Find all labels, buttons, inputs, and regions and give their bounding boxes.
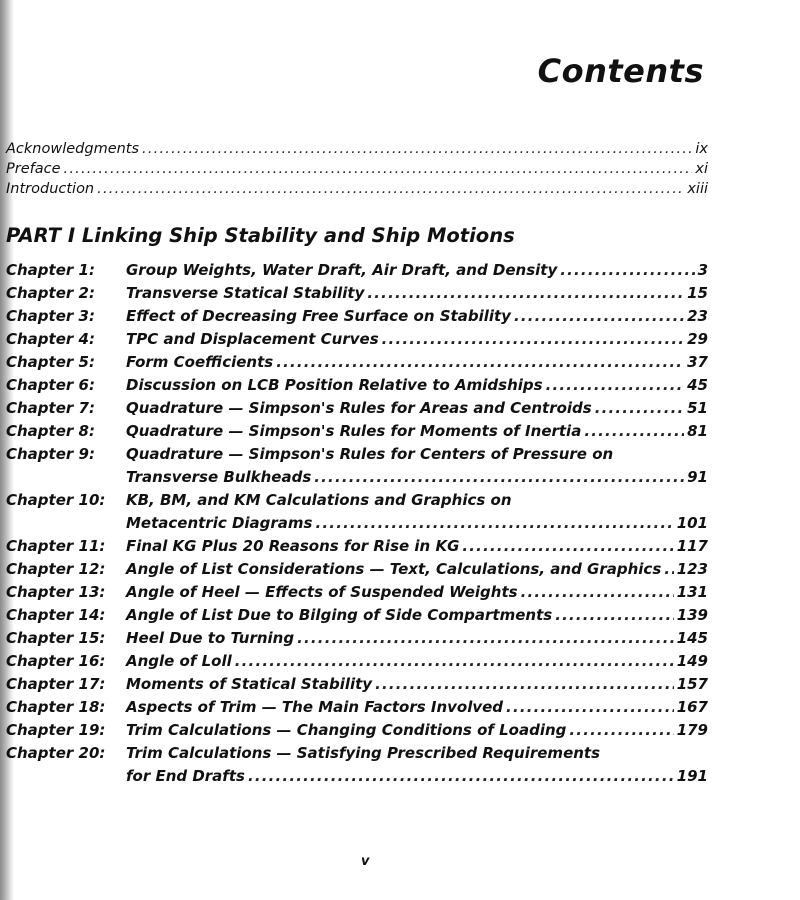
chapter-list xyxy=(6,259,708,788)
chapter-label: Chapter 3: xyxy=(6,307,95,325)
chapter-title: Quadrature — Simpson's Rules for Areas and Centroids xyxy=(126,399,592,417)
front-matter-entry xyxy=(6,141,708,161)
chapter-page-number: 23 xyxy=(687,307,708,325)
chapter-label: Chapter 7: xyxy=(6,399,95,417)
chapter-label: Chapter 13: xyxy=(6,583,106,601)
chapter-title: Effect of Decreasing Free Surface on Stability xyxy=(126,307,511,325)
dot-leader xyxy=(297,627,674,650)
chapter-page-number: 81 xyxy=(687,422,708,440)
chapter-label: Chapter 8: xyxy=(6,422,95,440)
front-matter-list xyxy=(6,141,708,201)
chapter-label: Chapter 9: xyxy=(6,445,95,463)
chapter-title: Angle of Heel — Effects of Suspended Weights xyxy=(126,583,518,601)
chapter-label: Chapter 20: xyxy=(6,744,106,762)
chapter-entry xyxy=(6,535,708,558)
dot-leader xyxy=(664,558,673,581)
chapter-label: Chapter 4: xyxy=(6,330,95,348)
dot-leader xyxy=(382,328,684,351)
chapter-label: Chapter 5: xyxy=(6,353,95,371)
front-matter-entry xyxy=(6,181,708,201)
chapter-entry xyxy=(6,374,708,397)
chapter-entry xyxy=(6,558,708,581)
chapter-title: Group Weights, Water Draft, Air Draft, and Density xyxy=(126,261,558,279)
chapter-title: Angle of List Due to Bilging of Side Compartments xyxy=(126,606,553,624)
chapter-title: Quadrature — Simpson's Rules for Centers of Pressure on xyxy=(126,445,614,463)
chapter-page-number: 157 xyxy=(676,675,708,693)
chapter-page-number: 131 xyxy=(676,583,708,601)
chapter-title: TPC and Displacement Curves xyxy=(126,330,379,348)
chapter-label: Chapter 1: xyxy=(6,261,95,279)
chapter-entry xyxy=(6,351,708,374)
front-matter-entry xyxy=(6,161,708,181)
dot-leader xyxy=(367,282,684,305)
chapter-entry xyxy=(6,328,708,351)
chapter-page-number: 45 xyxy=(687,376,708,394)
chapter-title: Trim Calculations — Satisfying Prescribed Requirements xyxy=(126,744,601,762)
dot-leader xyxy=(584,420,684,443)
chapter-page-number: 149 xyxy=(676,652,708,670)
entry-page-number: xi xyxy=(695,161,708,177)
chapter-entry xyxy=(6,673,708,696)
dot-leader xyxy=(64,161,693,177)
dot-leader xyxy=(316,512,674,535)
page-number: v xyxy=(361,854,370,869)
chapter-label: Chapter 11: xyxy=(6,537,106,555)
part-heading: PART I Linking Ship Stability and Ship Motions xyxy=(6,224,515,247)
dot-leader xyxy=(546,374,685,397)
chapter-entry xyxy=(6,719,708,742)
dot-leader xyxy=(375,673,674,696)
page-title: Contents xyxy=(537,52,704,90)
chapter-title: for End Drafts xyxy=(126,767,245,785)
dot-leader xyxy=(595,397,684,420)
chapter-title: Angle of List Considerations — Text, Calculations, and Graphics xyxy=(126,560,662,578)
chapter-title: Form Coefficients xyxy=(126,353,274,371)
chapter-label: Chapter 14: xyxy=(6,606,106,624)
chapter-page-number: 179 xyxy=(676,721,708,739)
chapter-label: Chapter 15: xyxy=(6,629,106,647)
dot-leader xyxy=(235,650,674,673)
chapter-page-number: 51 xyxy=(687,399,708,417)
dot-leader xyxy=(97,181,684,197)
entry-page-number: ix xyxy=(695,141,708,157)
chapter-title: Trim Calculations — Changing Conditions of Loading xyxy=(126,721,567,739)
chapter-entry xyxy=(6,259,708,282)
chapter-title: Angle of Loll xyxy=(126,652,232,670)
chapter-entry xyxy=(6,489,708,535)
entry-title: Acknowledgments xyxy=(6,141,140,157)
chapter-title: Heel Due to Turning xyxy=(126,629,295,647)
chapter-label: Chapter 10: xyxy=(6,491,106,509)
chapter-page-number: 139 xyxy=(676,606,708,624)
chapter-label: Chapter 6: xyxy=(6,376,95,394)
entry-title: Introduction xyxy=(6,181,95,197)
chapter-page-number: 37 xyxy=(687,353,708,371)
dot-leader xyxy=(506,696,674,719)
chapter-page-number: 29 xyxy=(687,330,708,348)
entry-page-number: xiii xyxy=(687,181,708,197)
chapter-title: Metacentric Diagrams xyxy=(126,514,313,532)
chapter-page-number: 101 xyxy=(676,514,708,532)
chapter-title: Final KG Plus 20 Reasons for Rise in KG xyxy=(126,537,460,555)
dot-leader xyxy=(248,765,674,788)
chapter-label: Chapter 16: xyxy=(6,652,106,670)
dot-leader xyxy=(560,259,694,282)
dot-leader xyxy=(521,581,674,604)
chapter-entry xyxy=(6,604,708,627)
chapter-page-number: 15 xyxy=(687,284,708,302)
chapter-entry xyxy=(6,696,708,719)
dot-leader xyxy=(555,604,674,627)
chapter-entry xyxy=(6,742,708,788)
chapter-entry xyxy=(6,581,708,604)
chapter-title: Transverse Statical Stability xyxy=(126,284,365,302)
chapter-entry xyxy=(6,282,708,305)
entry-title: Preface xyxy=(6,161,61,177)
dot-leader xyxy=(462,535,673,558)
chapter-label: Chapter 19: xyxy=(6,721,106,739)
chapter-entry xyxy=(6,305,708,328)
chapter-entry xyxy=(6,627,708,650)
chapter-entry xyxy=(6,650,708,673)
chapter-label: Chapter 18: xyxy=(6,698,106,716)
chapter-title: KB, BM, and KM Calculations and Graphics on xyxy=(126,491,512,509)
dot-leader xyxy=(514,305,684,328)
chapter-page-number: 191 xyxy=(676,767,708,785)
dot-leader xyxy=(314,466,684,489)
chapter-title: Moments of Statical Stability xyxy=(126,675,373,693)
chapter-title: Transverse Bulkheads xyxy=(126,468,312,486)
dot-leader xyxy=(276,351,684,374)
chapter-page-number: 123 xyxy=(676,560,708,578)
dot-leader xyxy=(569,719,673,742)
chapter-page-number: 91 xyxy=(687,468,708,486)
chapter-title: Discussion on LCB Position Relative to Amidships xyxy=(126,376,543,394)
chapter-label: Chapter 2: xyxy=(6,284,95,302)
chapter-entry xyxy=(6,443,708,489)
chapter-label: Chapter 17: xyxy=(6,675,106,693)
chapter-page-number: 3 xyxy=(697,261,708,279)
chapter-page-number: 167 xyxy=(676,698,708,716)
chapter-page-number: 145 xyxy=(676,629,708,647)
dot-leader xyxy=(142,141,692,157)
chapter-label: Chapter 12: xyxy=(6,560,106,578)
chapter-title: Quadrature — Simpson's Rules for Moments of Inertia xyxy=(126,422,582,440)
chapter-page-number: 117 xyxy=(676,537,708,555)
chapter-entry xyxy=(6,397,708,420)
chapter-entry xyxy=(6,420,708,443)
chapter-title: Aspects of Trim — The Main Factors Involved xyxy=(126,698,504,716)
